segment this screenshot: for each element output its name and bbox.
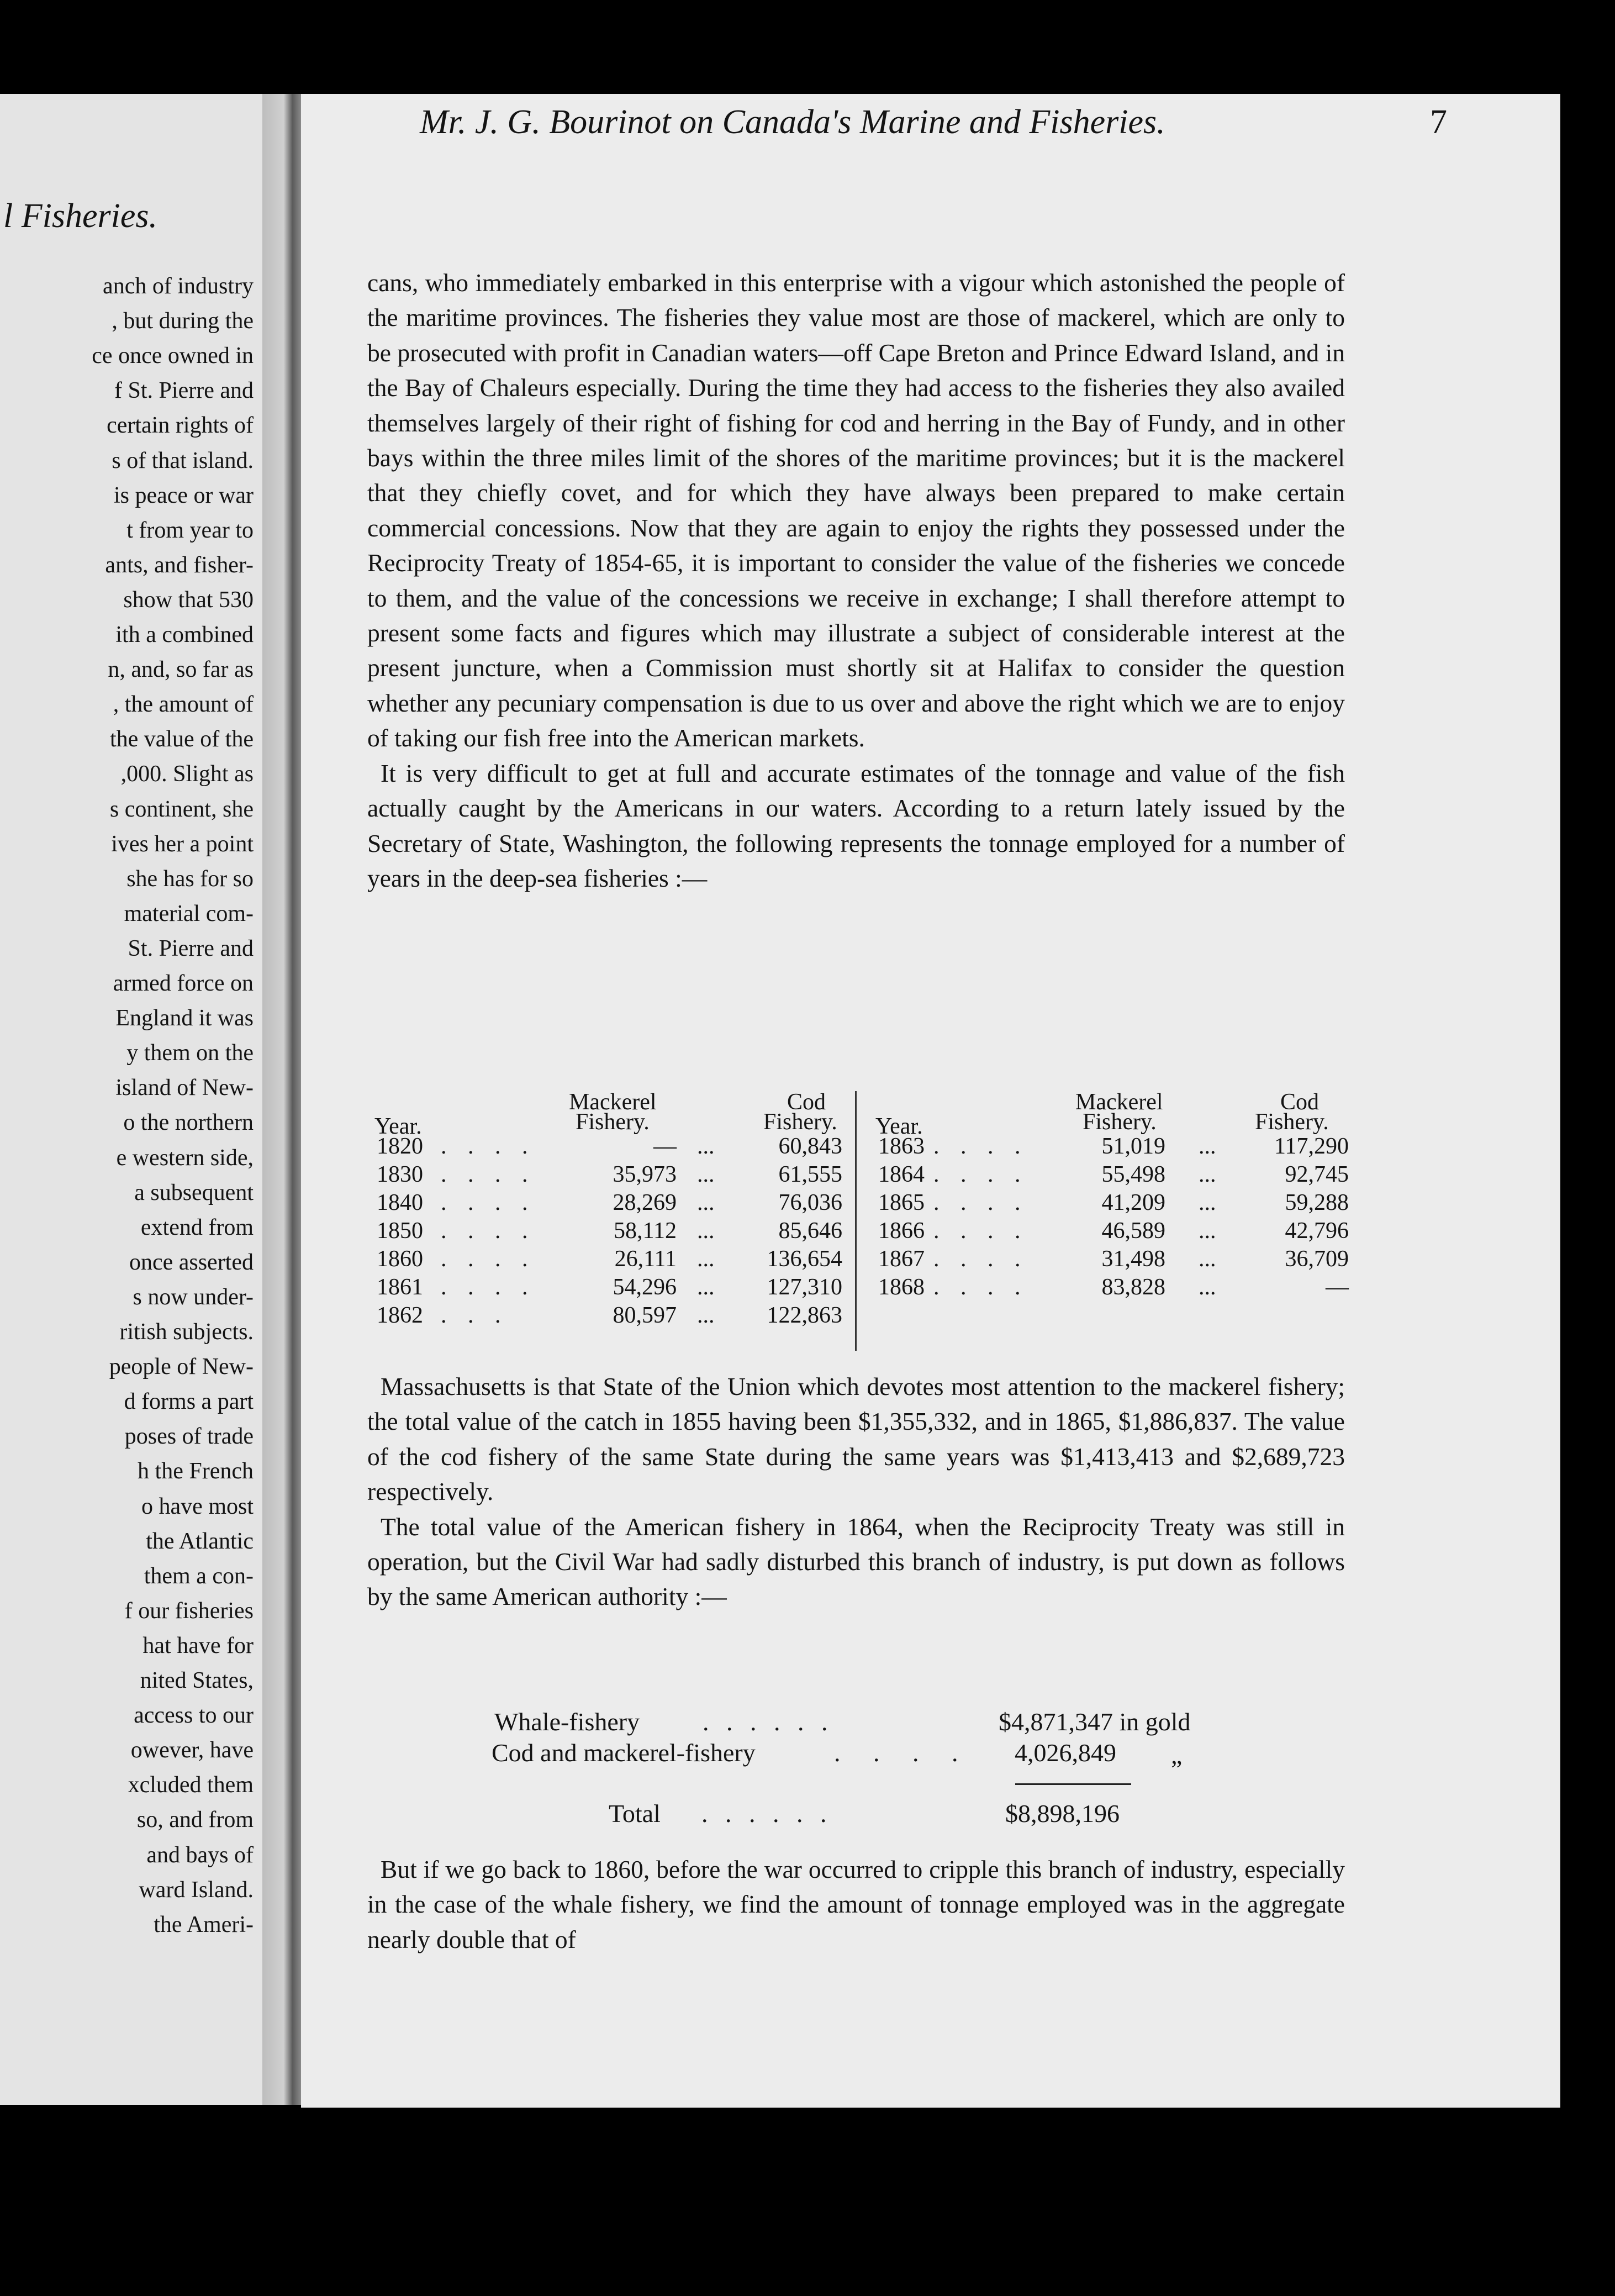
left-page-line: anch of industry bbox=[103, 273, 254, 299]
body-text-top bbox=[367, 265, 1345, 896]
left-page-line: xcluded them bbox=[128, 1772, 254, 1798]
left-page-text-box bbox=[0, 94, 262, 2105]
table-cell-sep: ... bbox=[1199, 1275, 1216, 1300]
left-page-line: ritish subjects. bbox=[119, 1319, 254, 1345]
table-cell-year: 1830 bbox=[377, 1162, 423, 1187]
table-cell-mackerel: 35,973 bbox=[613, 1162, 677, 1187]
left-page-line: nited States, bbox=[140, 1668, 254, 1693]
table-cell-dots: . . . bbox=[441, 1303, 509, 1328]
left-year-header: Year. bbox=[374, 1114, 422, 1139]
left-page-line: y them on the bbox=[126, 1040, 254, 1066]
table-cell-sep: ... bbox=[1199, 1246, 1216, 1272]
left-page-line: owever, have bbox=[130, 1737, 254, 1763]
table-cell-mackerel: — bbox=[653, 1134, 677, 1159]
left-page-line: extend from bbox=[140, 1214, 254, 1240]
table-cell-sep: ... bbox=[1199, 1134, 1216, 1159]
table-cell-year: 1864 bbox=[878, 1162, 925, 1187]
left-cod-header-top: Cod bbox=[787, 1089, 826, 1115]
table-cell-year: 1863 bbox=[878, 1134, 925, 1159]
table-cell-dots: . . . . bbox=[441, 1190, 536, 1215]
left-page-line: hat have for bbox=[142, 1633, 254, 1658]
left-page-line: s continent, she bbox=[109, 796, 254, 822]
left-page-line: them a con- bbox=[144, 1563, 254, 1589]
table-cell-year: 1866 bbox=[878, 1218, 925, 1244]
table-cell-year: 1850 bbox=[377, 1218, 423, 1244]
summary-cod-mackerel-label: Cod and mackerel-fishery bbox=[492, 1739, 756, 1767]
table-cell-year: 1868 bbox=[878, 1275, 925, 1300]
table-cell-dots: . . . . bbox=[441, 1246, 536, 1272]
left-page-line: certain rights of bbox=[107, 413, 254, 439]
left-page-line: ives her a point bbox=[111, 831, 254, 857]
left-page-line: a subsequent bbox=[134, 1179, 254, 1205]
paragraph-5: But if we go back to 1860, before the war occurred to cripple this branch of industry, especially in the case of the whale fishery, we find the amount of tonnage employed was in the aggregate nearly double that of bbox=[367, 1855, 1345, 1953]
table-cell-cod: 42,796 bbox=[1285, 1218, 1349, 1244]
left-page-line: t from year to bbox=[126, 517, 254, 543]
left-page-line: island of New- bbox=[115, 1075, 254, 1101]
table-cell-mackerel: 26,111 bbox=[614, 1246, 677, 1272]
table-cell-dots: . . . . bbox=[933, 1190, 1028, 1215]
table-cell-cod: 92,745 bbox=[1285, 1162, 1349, 1187]
book-gutter bbox=[262, 94, 301, 2105]
table-cell-cod: 36,709 bbox=[1285, 1246, 1349, 1272]
table-cell-sep: ... bbox=[697, 1275, 715, 1300]
left-page-line: , the amount of bbox=[113, 692, 254, 718]
table-cell-cod: 76,036 bbox=[778, 1190, 842, 1215]
page-number: 7 bbox=[1430, 103, 1447, 141]
table-cell-mackerel: 83,828 bbox=[1101, 1275, 1165, 1300]
left-page-line: access to our bbox=[134, 1703, 254, 1729]
table-cell-mackerel: 31,498 bbox=[1101, 1246, 1165, 1272]
table-cell-dots: . . . . bbox=[441, 1218, 536, 1244]
right-year-header: Year. bbox=[875, 1114, 923, 1139]
table-cell-cod: 136,654 bbox=[767, 1246, 842, 1272]
left-page-line: the Atlantic bbox=[146, 1528, 254, 1554]
body-text-middle bbox=[367, 1369, 1345, 1614]
left-page-line: armed force on bbox=[113, 971, 254, 996]
left-page-line: d forms a part bbox=[124, 1389, 254, 1415]
left-page-line: e western side, bbox=[116, 1145, 254, 1171]
table-cell-dots: . . . . bbox=[933, 1246, 1028, 1272]
left-page-line: material com- bbox=[124, 901, 254, 926]
table-cell-year: 1867 bbox=[878, 1246, 925, 1272]
table-cell-cod: — bbox=[1326, 1275, 1349, 1300]
left-page-line: o the northern bbox=[123, 1110, 254, 1136]
left-page-line: ants, and fisher- bbox=[105, 552, 254, 578]
table-cell-mackerel: 54,296 bbox=[613, 1275, 677, 1300]
table-cell-dots: . . . . bbox=[441, 1162, 536, 1187]
left-page-line: ith a combined bbox=[115, 622, 254, 647]
right-mackerel-header-bottom: Fishery. bbox=[1083, 1109, 1157, 1135]
table-cell-year: 1865 bbox=[878, 1190, 925, 1215]
table-cell-dots: . . . . bbox=[441, 1275, 536, 1300]
left-page-line: people of New- bbox=[109, 1354, 254, 1380]
left-page-line: , but during the bbox=[112, 308, 254, 334]
table-cell-cod: 60,843 bbox=[778, 1134, 842, 1159]
summary-cod-mackerel-dots: . . . . bbox=[834, 1739, 972, 1767]
left-page-line: n, and, so far as bbox=[108, 657, 254, 683]
table-cell-year: 1860 bbox=[377, 1246, 423, 1272]
summary-whale-value: $4,871,347 in gold bbox=[999, 1708, 1191, 1736]
paragraph-1: cans, who immediately embarked in this enterprise with a vigour which astonished the people of the maritime provinces. The fisheries they value most are those of mackerel, which are only to be prosecuted with profit in Canadian waters—off Cape Breton and Prince Edward Island, and in the Bay of Chaleurs especially. During the time they had access to the fisheries they also availed themselves largely of their right of fishing for cod and herring in the Bay of Fundy, and in other bays within the three miles limit of the shores of the maritime provinces; but it is the mackerel that they chiefly covet, and for which they have always been prepared to make certain commercial concessions. Now that they are again to enjoy the rights they possessed under the Reciprocity Treaty of 1854-65, it is important to consider the value of the fisheries we concede to them, and the value of the concessions we receive in exchange; I shall therefore attempt to present some facts and figures which may illustrate a subject of considerable interest at the present juncture, when a Commission must shortly sit at Halifax to consider the question whether any pecuniary compensation is due to us over and above the right which we are to enjoy of taking our fish free into the American markets. bbox=[367, 268, 1345, 752]
left-page-line: is peace or war bbox=[113, 482, 254, 508]
table-cell-mackerel: 41,209 bbox=[1101, 1190, 1165, 1215]
left-mackerel-header-top: Mackerel bbox=[569, 1089, 657, 1115]
table-cell-mackerel: 51,019 bbox=[1101, 1134, 1165, 1159]
left-page-line: England it was bbox=[115, 1005, 254, 1031]
left-mackerel-header-bottom: Fishery. bbox=[576, 1109, 650, 1135]
left-page-line: ,000. Slight as bbox=[120, 761, 254, 787]
running-head-title: Mr. J. G. Bourinot on Canada's Marine and Fisheries. bbox=[420, 103, 1165, 141]
left-page-line: St. Pierre and bbox=[128, 935, 254, 961]
left-page-line: she has for so bbox=[126, 866, 254, 892]
table-cell-year: 1840 bbox=[377, 1190, 423, 1215]
table-cell-dots: . . . . bbox=[933, 1218, 1028, 1244]
left-running-head: l Fisheries. bbox=[3, 197, 157, 235]
right-mackerel-header-top: Mackerel bbox=[1075, 1089, 1163, 1115]
paragraph-3: Massachusetts is that State of the Union which devotes most attention to the mackerel fishery; the total value of the catch in 1855 having been $1,355,332, and in 1865, $1,886,837. The value of the cod fishery of the same State during the same years was $1,413,413 and $2,689,723 respectively. bbox=[367, 1372, 1345, 1506]
left-page-line: the Ameri- bbox=[154, 1911, 254, 1937]
table-cell-cod: 127,310 bbox=[767, 1275, 842, 1300]
left-page-line: poses of trade bbox=[124, 1424, 254, 1450]
left-page-line: ce once owned in bbox=[92, 343, 254, 369]
running-head bbox=[420, 103, 1447, 142]
left-page-line: o have most bbox=[141, 1493, 254, 1519]
left-page-line: so, and from bbox=[136, 1807, 254, 1833]
table-cell-mackerel: 58,112 bbox=[614, 1218, 677, 1244]
body-text-bottom bbox=[367, 1852, 1345, 1957]
table-cell-cod: 117,290 bbox=[1274, 1134, 1349, 1159]
table-cell-sep: ... bbox=[697, 1190, 715, 1215]
table-cell-sep: ... bbox=[697, 1303, 715, 1328]
summary-whale-label: Whale-fishery bbox=[494, 1708, 640, 1736]
table-cell-cod: 61,555 bbox=[778, 1162, 842, 1187]
left-page-line: the value of the bbox=[109, 726, 254, 752]
left-page-line: and bays of bbox=[146, 1842, 254, 1868]
left-page-line: s of that island. bbox=[112, 447, 254, 473]
table-cell-dots: . . . . bbox=[933, 1162, 1028, 1187]
left-cod-header-bottom: Fishery. bbox=[763, 1109, 837, 1135]
table-divider bbox=[855, 1091, 857, 1351]
table-cell-sep: ... bbox=[697, 1218, 715, 1244]
left-page-line: s now under- bbox=[133, 1284, 254, 1310]
table-cell-mackerel: 46,589 bbox=[1101, 1218, 1165, 1244]
tonnage-table bbox=[370, 1091, 1353, 1351]
summary-total-label: Total bbox=[609, 1799, 661, 1828]
left-page-line: h the French bbox=[138, 1458, 254, 1484]
left-page-line: ward Island. bbox=[139, 1877, 254, 1903]
table-cell-sep: ... bbox=[1199, 1162, 1216, 1187]
table-cell-sep: ... bbox=[697, 1246, 715, 1272]
table-cell-cod: 59,288 bbox=[1285, 1190, 1349, 1215]
summary-total-rule bbox=[1015, 1783, 1131, 1785]
right-cod-header-top: Cod bbox=[1280, 1089, 1320, 1115]
table-cell-sep: ... bbox=[1199, 1190, 1216, 1215]
table-cell-year: 1862 bbox=[377, 1303, 423, 1328]
table-cell-year: 1861 bbox=[377, 1275, 423, 1300]
summary-total-value: $8,898,196 bbox=[1005, 1799, 1120, 1828]
table-cell-mackerel: 55,498 bbox=[1101, 1162, 1165, 1187]
left-page-line: f St. Pierre and bbox=[114, 378, 254, 404]
right-cod-header-bottom: Fishery. bbox=[1255, 1109, 1329, 1135]
table-cell-cod: 122,863 bbox=[767, 1303, 842, 1328]
summary-cod-mackerel-value: 4,026,849 bbox=[1015, 1739, 1116, 1767]
table-cell-sep: ... bbox=[1199, 1218, 1216, 1244]
table-cell-sep: ... bbox=[697, 1134, 715, 1159]
left-page-line: f our fisheries bbox=[124, 1598, 254, 1624]
left-page-line: once asserted bbox=[129, 1249, 254, 1275]
table-cell-mackerel: 28,269 bbox=[613, 1190, 677, 1215]
table-cell-cod: 85,646 bbox=[778, 1218, 842, 1244]
summary-total-dots: . . . . . . bbox=[701, 1799, 832, 1828]
table-cell-year: 1820 bbox=[377, 1134, 423, 1159]
paragraph-2: It is very difficult to get at full and accurate estimates of the tonnage and value of the fish actually caught by the Americans in our waters. According to a return lately issued by the Secretary of State, Washington, the following represents the tonnage employed for a number of years in the deep-sea fisheries :— bbox=[367, 759, 1345, 892]
summary-ditto-mark: „ bbox=[1171, 1741, 1183, 1769]
table-cell-dots: . . . . bbox=[441, 1134, 536, 1159]
table-cell-sep: ... bbox=[697, 1162, 715, 1187]
summary-whale-dots: . . . . . . bbox=[703, 1708, 833, 1736]
paragraph-4: The total value of the American fishery in 1864, when the Reciprocity Treaty was still in operation, but the Civil War had sadly disturbed this branch of industry, is put down as follows by the same American authority :— bbox=[367, 1512, 1345, 1611]
left-page-line: show that 530 bbox=[123, 587, 254, 613]
table-cell-dots: . . . . bbox=[933, 1134, 1028, 1159]
table-cell-dots: . . . . bbox=[933, 1275, 1028, 1300]
table-cell-mackerel: 80,597 bbox=[613, 1303, 677, 1328]
